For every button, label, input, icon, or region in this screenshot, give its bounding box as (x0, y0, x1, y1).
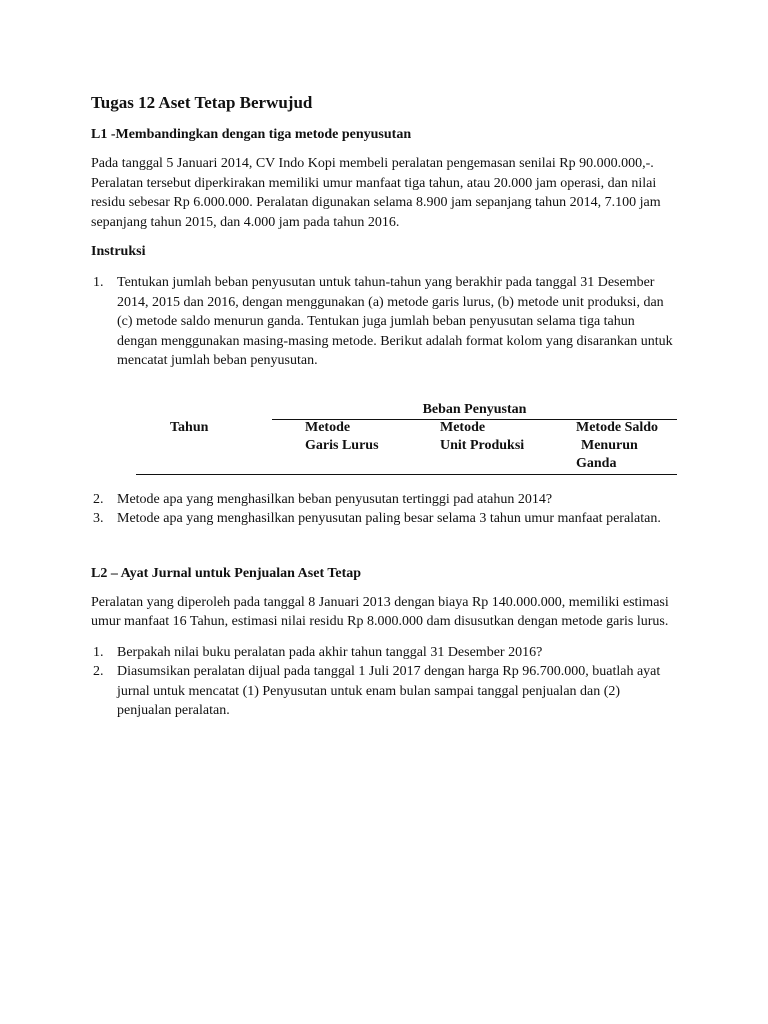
table-header-saldo-menurun-line3: Ganda (576, 455, 617, 471)
item-text: Metode apa yang menghasilkan penyusutan paling besar selama 3 tahun umur manfaat peralatan. (117, 511, 661, 526)
section-l2-paragraph: Peralatan yang diperoleh pada tanggal 8 Januari 2013 dengan biaya Rp 140.000.000, memiliki estimasi umur manfaat 16 Tahun, estimasi nilai residu Rp 8.000.000 dam disusutkan dengan metode garis lurus. (91, 594, 669, 629)
instruction-item-2 (91, 490, 677, 510)
item-text: Metode apa yang menghasilkan beban penyusutan tertinggi pad atahun 2014? (117, 491, 553, 507)
table-header-garis-lurus-line1: Metode (305, 419, 351, 435)
item-number: 1. (93, 275, 104, 290)
table-bottom-rule (136, 474, 677, 475)
item-text: Diasumsikan peralatan dijual pada tanggal 1 Juli 2017 dengan harga Rp 96.700.000, buatlah ayat jurnal untuk mencatat (1) Penyusutan untuk enam bulan sampai tanggal penjualan dan (2) penjualan peralatan. (117, 664, 661, 718)
item-text: Berpakah nilai buku peralatan pada akhir tahun tanggal 31 Desember 2016? (117, 644, 543, 660)
section-l1-paragraph: Pada tanggal 5 Januari 2014, CV Indo Kopi membeli peralatan pengemasan senilai Rp 90.000.000,-. Peralatan tersebut diperkirakan memiliki umur manfaat tiga tahun, atau 20.000 jam operasi, dan nilai residu sebesar Rp 6.000.000. Peralatan digunakan selama 8.900 jam sepanjang tahun 2014, 7.100 jam sepanjang tahun 2015, dan 4.000 jam pada tahun 2016. (91, 156, 661, 230)
l2-item-2 (91, 662, 677, 721)
section-l2-heading: L2 – Ayat Jurnal untuk Penjualan Aset Tetap (91, 565, 362, 581)
table-group-header: Beban Penyustan (422, 401, 527, 417)
item-number: 2. (93, 664, 104, 679)
item-text: Tentukan jumlah beban penyusutan untuk tahun-tahun yang berakhir pada tanggal 31 Desember 2014, 2015 dan 2016, dengan menggunakan (a) metode garis lurus, (b) metode unit produksi, dan (c) metode saldo menurun ganda. Tentukan juga jumlah beban penyusutan selama tiga tahun dengan menggunakan masing-masing metode. Berikut adalah format kolom yang disarankan untuk mencatat jumlah beban penyusutan. (117, 275, 673, 368)
table-header-unit-produksi-line1: Metode (440, 419, 486, 435)
table-header-saldo-menurun-line1: Metode Saldo (576, 419, 659, 435)
l2-item-1 (91, 643, 677, 663)
table-header-garis-lurus-line2: Garis Lurus (305, 437, 379, 453)
table-header-unit-produksi-line2: Unit Produksi (440, 437, 525, 453)
item-number: 3. (93, 511, 104, 526)
item-number: 2. (93, 491, 104, 507)
table-header-tahun: Tahun (170, 419, 209, 435)
instruction-item-1 (91, 273, 677, 371)
section-l2-list (91, 643, 677, 721)
section-l1-heading: L1 -Membandingkan dengan tiga metode penyusutan (91, 127, 412, 142)
instruction-heading: Instruksi (91, 244, 146, 259)
depreciation-table (91, 402, 677, 478)
instruction-item-3 (91, 509, 677, 529)
table-header-saldo-menurun-line2: Menurun (581, 437, 638, 453)
document-page (91, 92, 677, 721)
item-number: 1. (93, 644, 104, 660)
instruction-list-continued (91, 490, 677, 529)
instruction-list (91, 273, 677, 371)
document-title: Tugas 12 Aset Tetap Berwujud (91, 93, 313, 112)
